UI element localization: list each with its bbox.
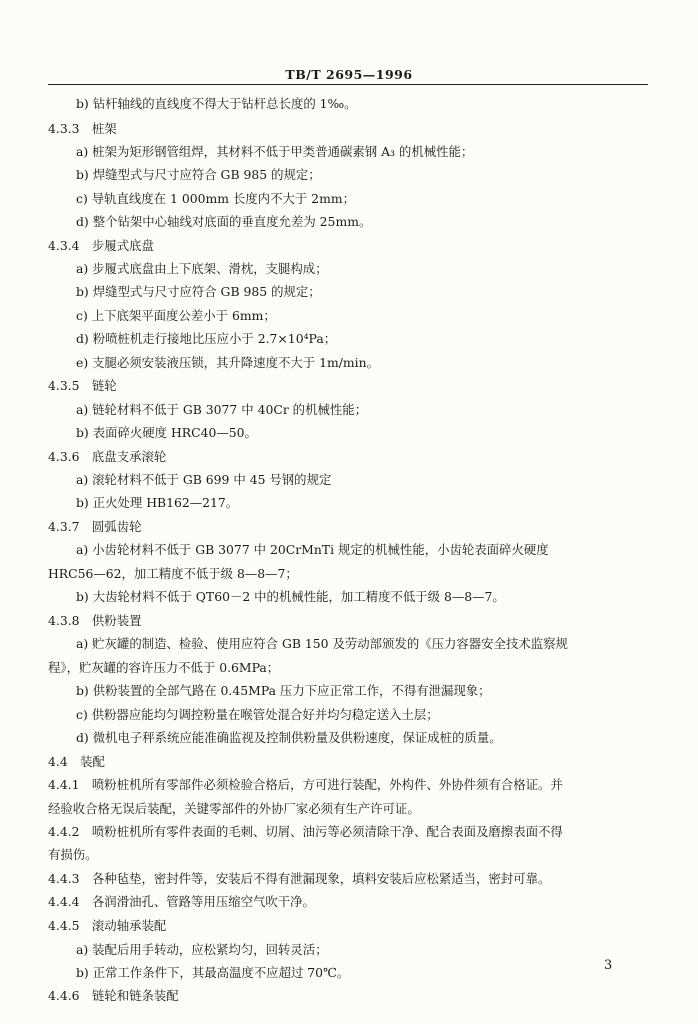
- text-line: b) 焊缝型式与尺寸应符合 GB 985 的规定；: [76, 284, 321, 299]
- section-line: 4.3.8 供粉装置: [48, 613, 142, 628]
- text-line: 有损伤。: [48, 847, 98, 862]
- standard-header: TB/T 2695—1996: [285, 67, 413, 82]
- section-line: 4.4.4 各润滑油孔、管路等用压缩空气吹干净。: [48, 894, 315, 909]
- text-line: a) 滚轮材料不低于 GB 699 中 45 号钢的规定: [76, 472, 332, 487]
- text-line: e) 支腿必须安装液压锁，其升降速度不大于 1m/min。: [76, 355, 379, 370]
- text-line: a) 步履式底盘由上下底架、滑枕，支腿构成；: [76, 261, 328, 276]
- text-line: 经验收合格无误后装配，关键零部件的外协厂家必须有生产许可证。: [48, 801, 420, 816]
- section-line: 4.4.1 喷粉桩机所有零部件必须检验合格后，方可进行装配，外构件、外协件须有合格证。并: [48, 777, 563, 792]
- page-number: 3: [604, 958, 613, 973]
- text-line: a) 贮灰罐的制造、检验、使用应符合 GB 150 及劳动部颁发的《压力容器安全技术监察规: [76, 636, 568, 651]
- text-line: c) 导轨直线度在 1 000mm 长度内不大于 2mm；: [76, 191, 355, 206]
- text-line: b) 正常工作条件下，其最高温度不应超过 70℃。: [76, 965, 350, 980]
- text-line: d) 微机电子秤系统应能准确监视及控制供粉量及供粉速度，保证成桩的质量。: [76, 730, 502, 745]
- text-line: d) 整个钻架中心轴线对底面的垂直度允差为 25mm。: [76, 214, 372, 229]
- section-line: 4.3.6 底盘支承滚轮: [48, 449, 167, 464]
- header-rule: [48, 84, 648, 85]
- text-line: c) 上下底架平面度公差小于 6mm；: [76, 308, 276, 323]
- text-line: b) 焊缝型式与尺寸应符合 GB 985 的规定；: [76, 167, 321, 182]
- text-line: a) 链轮材料不低于 GB 3077 中 40Cr 的机械性能；: [76, 402, 368, 417]
- text-line: b) 大齿轮材料不低于 QT60－2 中的机械性能，加工精度不低于级 8—8—7。: [76, 589, 505, 604]
- section-line: 4.4.5 滚动轴承装配: [48, 918, 167, 933]
- section-line: 4.3.4 步履式底盘: [48, 238, 154, 253]
- text-line: d) 粉喷桩机走行接地比压应小于 2.7×10⁴Pa；: [76, 331, 337, 346]
- section-line: 4.3.3 桩架: [48, 121, 117, 136]
- text-line: HRC56—62，加工精度不低于级 8—8—7；: [48, 566, 298, 581]
- text-line: 程》，贮灰罐的容许压力不低于 0.6MPa；: [48, 660, 280, 675]
- text-line: b) 钻杆轴线的直线度不得大于钻杆总长度的 1‰。: [76, 96, 357, 111]
- text-line: b) 表面碎火硬度 HRC40—50。: [76, 425, 257, 440]
- section-line: 4.3.5 链轮: [48, 378, 117, 393]
- text-line: a) 桩架为矩形钢管组焊，其材料不低于甲类普通碳素钢 A₃ 的机械性能；: [76, 144, 474, 159]
- section-line: 4.4 装配: [48, 754, 105, 769]
- text-line: c) 供粉器应能均匀调控粉量在喉管处混合好并均匀稳定送入土层；: [76, 707, 439, 722]
- section-line: 4.4.3 各种毡垫，密封件等，安装后不得有泄漏现象，填料安装后应松紧适当，密封可靠。: [48, 871, 551, 886]
- text-line: a) 装配后用手转动，应松紧均匀，回转灵活；: [76, 942, 328, 957]
- text-line: b) 正火处理 HB162—217。: [76, 495, 239, 510]
- text-line: b) 供粉装置的全部气路在 0.45MPa 压力下应正常工作，不得有泄漏现象；: [76, 683, 491, 698]
- section-line: 4.3.7 圆弧齿轮: [48, 519, 142, 534]
- section-line: 4.4.2 喷粉桩机所有零件表面的毛刺、切屑、油污等必须清除干净、配合表面及磨擦表面不得: [48, 824, 563, 839]
- section-line: 4.4.6 链轮和链条装配: [48, 988, 179, 1003]
- text-line: a) 小齿轮材料不低于 GB 3077 中 20CrMnTi 规定的机械性能，小齿轮表面碎火硬度: [76, 542, 549, 557]
